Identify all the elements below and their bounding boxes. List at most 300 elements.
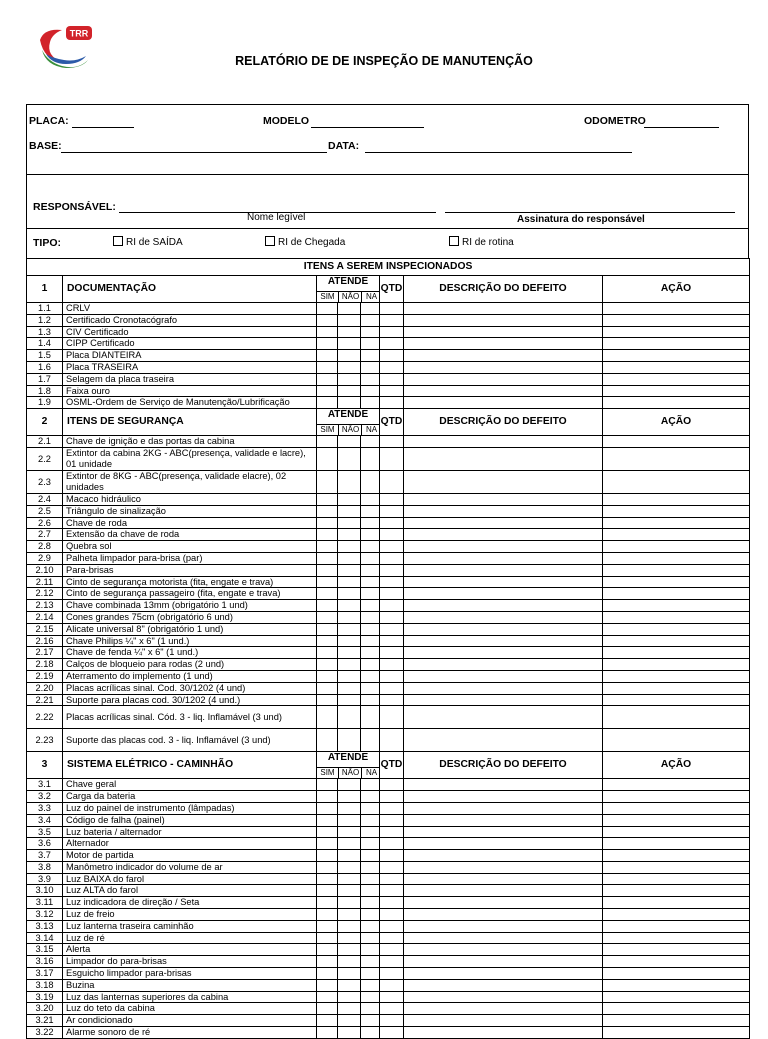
nao-cell[interactable] xyxy=(338,991,361,1003)
modelo-field[interactable] xyxy=(311,127,424,128)
sim-cell[interactable] xyxy=(317,897,338,909)
na-cell[interactable] xyxy=(361,397,380,409)
sim-cell[interactable] xyxy=(317,361,338,373)
qtd-cell[interactable] xyxy=(380,802,404,814)
na-cell[interactable] xyxy=(361,838,380,850)
defeito-cell[interactable] xyxy=(404,493,603,505)
defeito-cell[interactable] xyxy=(404,470,603,493)
na-cell[interactable] xyxy=(361,1027,380,1039)
defeito-cell[interactable] xyxy=(404,611,603,623)
qtd-cell[interactable] xyxy=(380,611,404,623)
qtd-cell[interactable] xyxy=(380,552,404,564)
acao-cell[interactable] xyxy=(603,1015,750,1027)
sim-cell[interactable] xyxy=(317,517,338,529)
acao-cell[interactable] xyxy=(603,517,750,529)
sim-cell[interactable] xyxy=(317,850,338,862)
defeito-cell[interactable] xyxy=(404,588,603,600)
na-cell[interactable] xyxy=(361,505,380,517)
na-cell[interactable] xyxy=(361,885,380,897)
na-cell[interactable] xyxy=(361,350,380,362)
qtd-cell[interactable] xyxy=(380,791,404,803)
acao-cell[interactable] xyxy=(603,838,750,850)
acao-cell[interactable] xyxy=(603,564,750,576)
qtd-cell[interactable] xyxy=(380,647,404,659)
sim-cell[interactable] xyxy=(317,447,338,470)
nao-cell[interactable] xyxy=(338,850,361,862)
sim-cell[interactable] xyxy=(317,861,338,873)
qtd-cell[interactable] xyxy=(380,826,404,838)
qtd-cell[interactable] xyxy=(380,979,404,991)
defeito-cell[interactable] xyxy=(404,623,603,635)
qtd-cell[interactable] xyxy=(380,493,404,505)
nao-cell[interactable] xyxy=(338,436,361,448)
nao-cell[interactable] xyxy=(338,909,361,921)
qtd-cell[interactable] xyxy=(380,576,404,588)
sim-cell[interactable] xyxy=(317,470,338,493)
defeito-cell[interactable] xyxy=(404,1027,603,1039)
defeito-cell[interactable] xyxy=(404,552,603,564)
defeito-cell[interactable] xyxy=(404,529,603,541)
nao-cell[interactable] xyxy=(338,706,361,729)
sim-cell[interactable] xyxy=(317,314,338,326)
qtd-cell[interactable] xyxy=(380,517,404,529)
qtd-cell[interactable] xyxy=(380,385,404,397)
nao-cell[interactable] xyxy=(338,670,361,682)
qtd-cell[interactable] xyxy=(380,303,404,315)
qtd-cell[interactable] xyxy=(380,897,404,909)
nao-cell[interactable] xyxy=(338,564,361,576)
sim-cell[interactable] xyxy=(317,611,338,623)
qtd-cell[interactable] xyxy=(380,1003,404,1015)
nao-cell[interactable] xyxy=(338,814,361,826)
sim-cell[interactable] xyxy=(317,1027,338,1039)
acao-cell[interactable] xyxy=(603,979,750,991)
acao-cell[interactable] xyxy=(603,303,750,315)
sim-cell[interactable] xyxy=(317,1003,338,1015)
sim-cell[interactable] xyxy=(317,338,338,350)
nao-cell[interactable] xyxy=(338,588,361,600)
sim-cell[interactable] xyxy=(317,647,338,659)
nao-cell[interactable] xyxy=(338,873,361,885)
nao-cell[interactable] xyxy=(338,373,361,385)
defeito-cell[interactable] xyxy=(404,576,603,588)
defeito-cell[interactable] xyxy=(404,1003,603,1015)
na-cell[interactable] xyxy=(361,826,380,838)
sim-cell[interactable] xyxy=(317,635,338,647)
nao-cell[interactable] xyxy=(338,493,361,505)
na-cell[interactable] xyxy=(361,670,380,682)
na-cell[interactable] xyxy=(361,956,380,968)
acao-cell[interactable] xyxy=(603,493,750,505)
sim-cell[interactable] xyxy=(317,600,338,612)
defeito-cell[interactable] xyxy=(404,706,603,729)
na-cell[interactable] xyxy=(361,682,380,694)
qtd-cell[interactable] xyxy=(380,541,404,553)
qtd-cell[interactable] xyxy=(380,861,404,873)
sim-cell[interactable] xyxy=(317,564,338,576)
qtd-cell[interactable] xyxy=(380,706,404,729)
nao-cell[interactable] xyxy=(338,541,361,553)
defeito-cell[interactable] xyxy=(404,897,603,909)
defeito-cell[interactable] xyxy=(404,932,603,944)
na-cell[interactable] xyxy=(361,517,380,529)
sim-cell[interactable] xyxy=(317,670,338,682)
defeito-cell[interactable] xyxy=(404,659,603,671)
defeito-cell[interactable] xyxy=(404,385,603,397)
defeito-cell[interactable] xyxy=(404,350,603,362)
sim-cell[interactable] xyxy=(317,350,338,362)
na-cell[interactable] xyxy=(361,385,380,397)
defeito-cell[interactable] xyxy=(404,361,603,373)
sim-cell[interactable] xyxy=(317,826,338,838)
qtd-cell[interactable] xyxy=(380,361,404,373)
qtd-cell[interactable] xyxy=(380,659,404,671)
qtd-cell[interactable] xyxy=(380,373,404,385)
nao-cell[interactable] xyxy=(338,791,361,803)
qtd-cell[interactable] xyxy=(380,1027,404,1039)
checkbox[interactable] xyxy=(265,236,275,246)
acao-cell[interactable] xyxy=(603,670,750,682)
defeito-cell[interactable] xyxy=(404,814,603,826)
defeito-cell[interactable] xyxy=(404,670,603,682)
na-cell[interactable] xyxy=(361,979,380,991)
qtd-cell[interactable] xyxy=(380,470,404,493)
na-cell[interactable] xyxy=(361,932,380,944)
nao-cell[interactable] xyxy=(338,350,361,362)
acao-cell[interactable] xyxy=(603,779,750,791)
nao-cell[interactable] xyxy=(338,326,361,338)
acao-cell[interactable] xyxy=(603,529,750,541)
acao-cell[interactable] xyxy=(603,326,750,338)
qtd-cell[interactable] xyxy=(380,968,404,980)
acao-cell[interactable] xyxy=(603,350,750,362)
na-cell[interactable] xyxy=(361,338,380,350)
base-field[interactable] xyxy=(61,152,327,153)
na-cell[interactable] xyxy=(361,1015,380,1027)
nao-cell[interactable] xyxy=(338,303,361,315)
acao-cell[interactable] xyxy=(603,991,750,1003)
acao-cell[interactable] xyxy=(603,470,750,493)
acao-cell[interactable] xyxy=(603,909,750,921)
defeito-cell[interactable] xyxy=(404,861,603,873)
sim-cell[interactable] xyxy=(317,397,338,409)
nao-cell[interactable] xyxy=(338,979,361,991)
nao-cell[interactable] xyxy=(338,397,361,409)
qtd-cell[interactable] xyxy=(380,350,404,362)
acao-cell[interactable] xyxy=(603,826,750,838)
na-cell[interactable] xyxy=(361,814,380,826)
na-cell[interactable] xyxy=(361,493,380,505)
sim-cell[interactable] xyxy=(317,779,338,791)
acao-cell[interactable] xyxy=(603,361,750,373)
defeito-cell[interactable] xyxy=(404,314,603,326)
qtd-cell[interactable] xyxy=(380,564,404,576)
qtd-cell[interactable] xyxy=(380,529,404,541)
defeito-cell[interactable] xyxy=(404,991,603,1003)
nao-cell[interactable] xyxy=(338,885,361,897)
defeito-cell[interactable] xyxy=(404,397,603,409)
nao-cell[interactable] xyxy=(338,470,361,493)
defeito-cell[interactable] xyxy=(404,838,603,850)
nao-cell[interactable] xyxy=(338,361,361,373)
na-cell[interactable] xyxy=(361,920,380,932)
acao-cell[interactable] xyxy=(603,647,750,659)
na-cell[interactable] xyxy=(361,635,380,647)
qtd-cell[interactable] xyxy=(380,885,404,897)
sim-cell[interactable] xyxy=(317,552,338,564)
na-cell[interactable] xyxy=(361,802,380,814)
acao-cell[interactable] xyxy=(603,729,750,752)
nao-cell[interactable] xyxy=(338,968,361,980)
defeito-cell[interactable] xyxy=(404,326,603,338)
acao-cell[interactable] xyxy=(603,850,750,862)
na-cell[interactable] xyxy=(361,623,380,635)
acao-cell[interactable] xyxy=(603,706,750,729)
defeito-cell[interactable] xyxy=(404,850,603,862)
sim-cell[interactable] xyxy=(317,944,338,956)
acao-cell[interactable] xyxy=(603,385,750,397)
acao-cell[interactable] xyxy=(603,1027,750,1039)
defeito-cell[interactable] xyxy=(404,373,603,385)
qtd-cell[interactable] xyxy=(380,588,404,600)
qtd-cell[interactable] xyxy=(380,635,404,647)
na-cell[interactable] xyxy=(361,706,380,729)
nao-cell[interactable] xyxy=(338,920,361,932)
na-cell[interactable] xyxy=(361,447,380,470)
qtd-cell[interactable] xyxy=(380,991,404,1003)
nao-cell[interactable] xyxy=(338,897,361,909)
qtd-cell[interactable] xyxy=(380,779,404,791)
acao-cell[interactable] xyxy=(603,682,750,694)
defeito-cell[interactable] xyxy=(404,920,603,932)
nao-cell[interactable] xyxy=(338,314,361,326)
sim-cell[interactable] xyxy=(317,576,338,588)
qtd-cell[interactable] xyxy=(380,326,404,338)
acao-cell[interactable] xyxy=(603,447,750,470)
sim-cell[interactable] xyxy=(317,838,338,850)
defeito-cell[interactable] xyxy=(404,682,603,694)
qtd-cell[interactable] xyxy=(380,600,404,612)
sim-cell[interactable] xyxy=(317,326,338,338)
defeito-cell[interactable] xyxy=(404,802,603,814)
nao-cell[interactable] xyxy=(338,694,361,706)
odometro-field[interactable] xyxy=(644,127,719,128)
nao-cell[interactable] xyxy=(338,1015,361,1027)
sim-cell[interactable] xyxy=(317,706,338,729)
qtd-cell[interactable] xyxy=(380,838,404,850)
acao-cell[interactable] xyxy=(603,932,750,944)
acao-cell[interactable] xyxy=(603,659,750,671)
sim-cell[interactable] xyxy=(317,979,338,991)
nao-cell[interactable] xyxy=(338,826,361,838)
nao-cell[interactable] xyxy=(338,682,361,694)
na-cell[interactable] xyxy=(361,897,380,909)
na-cell[interactable] xyxy=(361,779,380,791)
defeito-cell[interactable] xyxy=(404,1015,603,1027)
acao-cell[interactable] xyxy=(603,968,750,980)
na-cell[interactable] xyxy=(361,314,380,326)
na-cell[interactable] xyxy=(361,470,380,493)
nao-cell[interactable] xyxy=(338,600,361,612)
nao-cell[interactable] xyxy=(338,861,361,873)
qtd-cell[interactable] xyxy=(380,873,404,885)
qtd-cell[interactable] xyxy=(380,944,404,956)
na-cell[interactable] xyxy=(361,436,380,448)
na-cell[interactable] xyxy=(361,944,380,956)
qtd-cell[interactable] xyxy=(380,670,404,682)
qtd-cell[interactable] xyxy=(380,623,404,635)
sim-cell[interactable] xyxy=(317,729,338,752)
na-cell[interactable] xyxy=(361,552,380,564)
sim-cell[interactable] xyxy=(317,436,338,448)
defeito-cell[interactable] xyxy=(404,873,603,885)
acao-cell[interactable] xyxy=(603,611,750,623)
nao-cell[interactable] xyxy=(338,623,361,635)
nao-cell[interactable] xyxy=(338,505,361,517)
defeito-cell[interactable] xyxy=(404,338,603,350)
defeito-cell[interactable] xyxy=(404,779,603,791)
tipo-rotina-option[interactable]: RI de rotina xyxy=(449,236,514,248)
qtd-cell[interactable] xyxy=(380,729,404,752)
na-cell[interactable] xyxy=(361,647,380,659)
sim-cell[interactable] xyxy=(317,991,338,1003)
nao-cell[interactable] xyxy=(338,635,361,647)
qtd-cell[interactable] xyxy=(380,850,404,862)
sim-cell[interactable] xyxy=(317,373,338,385)
sim-cell[interactable] xyxy=(317,505,338,517)
qtd-cell[interactable] xyxy=(380,505,404,517)
na-cell[interactable] xyxy=(361,694,380,706)
qtd-cell[interactable] xyxy=(380,920,404,932)
nao-cell[interactable] xyxy=(338,1027,361,1039)
defeito-cell[interactable] xyxy=(404,826,603,838)
na-cell[interactable] xyxy=(361,873,380,885)
sim-cell[interactable] xyxy=(317,303,338,315)
na-cell[interactable] xyxy=(361,968,380,980)
acao-cell[interactable] xyxy=(603,436,750,448)
sim-cell[interactable] xyxy=(317,682,338,694)
acao-cell[interactable] xyxy=(603,314,750,326)
nao-cell[interactable] xyxy=(338,576,361,588)
acao-cell[interactable] xyxy=(603,944,750,956)
defeito-cell[interactable] xyxy=(404,447,603,470)
acao-cell[interactable] xyxy=(603,791,750,803)
qtd-cell[interactable] xyxy=(380,314,404,326)
acao-cell[interactable] xyxy=(603,397,750,409)
sim-cell[interactable] xyxy=(317,493,338,505)
na-cell[interactable] xyxy=(361,991,380,1003)
qtd-cell[interactable] xyxy=(380,932,404,944)
acao-cell[interactable] xyxy=(603,552,750,564)
acao-cell[interactable] xyxy=(603,897,750,909)
defeito-cell[interactable] xyxy=(404,694,603,706)
defeito-cell[interactable] xyxy=(404,517,603,529)
qtd-cell[interactable] xyxy=(380,682,404,694)
sim-cell[interactable] xyxy=(317,956,338,968)
defeito-cell[interactable] xyxy=(404,505,603,517)
acao-cell[interactable] xyxy=(603,920,750,932)
nao-cell[interactable] xyxy=(338,647,361,659)
nao-cell[interactable] xyxy=(338,1003,361,1015)
defeito-cell[interactable] xyxy=(404,885,603,897)
acao-cell[interactable] xyxy=(603,338,750,350)
acao-cell[interactable] xyxy=(603,802,750,814)
nao-cell[interactable] xyxy=(338,932,361,944)
signature-field[interactable] xyxy=(445,212,735,213)
sim-cell[interactable] xyxy=(317,385,338,397)
qtd-cell[interactable] xyxy=(380,1015,404,1027)
sim-cell[interactable] xyxy=(317,791,338,803)
sim-cell[interactable] xyxy=(317,873,338,885)
sim-cell[interactable] xyxy=(317,920,338,932)
checkbox[interactable] xyxy=(113,236,123,246)
defeito-cell[interactable] xyxy=(404,968,603,980)
qtd-cell[interactable] xyxy=(380,436,404,448)
qtd-cell[interactable] xyxy=(380,694,404,706)
qtd-cell[interactable] xyxy=(380,956,404,968)
acao-cell[interactable] xyxy=(603,873,750,885)
nao-cell[interactable] xyxy=(338,529,361,541)
sim-cell[interactable] xyxy=(317,541,338,553)
sim-cell[interactable] xyxy=(317,659,338,671)
defeito-cell[interactable] xyxy=(404,564,603,576)
nao-cell[interactable] xyxy=(338,338,361,350)
acao-cell[interactable] xyxy=(603,635,750,647)
acao-cell[interactable] xyxy=(603,623,750,635)
qtd-cell[interactable] xyxy=(380,814,404,826)
tipo-chegada-option[interactable]: RI de Chegada xyxy=(265,236,345,248)
nao-cell[interactable] xyxy=(338,956,361,968)
acao-cell[interactable] xyxy=(603,1003,750,1015)
acao-cell[interactable] xyxy=(603,956,750,968)
nao-cell[interactable] xyxy=(338,447,361,470)
na-cell[interactable] xyxy=(361,611,380,623)
na-cell[interactable] xyxy=(361,861,380,873)
nao-cell[interactable] xyxy=(338,838,361,850)
na-cell[interactable] xyxy=(361,1003,380,1015)
na-cell[interactable] xyxy=(361,791,380,803)
na-cell[interactable] xyxy=(361,576,380,588)
nao-cell[interactable] xyxy=(338,779,361,791)
na-cell[interactable] xyxy=(361,326,380,338)
nao-cell[interactable] xyxy=(338,944,361,956)
sim-cell[interactable] xyxy=(317,932,338,944)
placa-field[interactable] xyxy=(72,127,134,128)
qtd-cell[interactable] xyxy=(380,909,404,921)
na-cell[interactable] xyxy=(361,909,380,921)
acao-cell[interactable] xyxy=(603,505,750,517)
na-cell[interactable] xyxy=(361,541,380,553)
acao-cell[interactable] xyxy=(603,373,750,385)
sim-cell[interactable] xyxy=(317,885,338,897)
defeito-cell[interactable] xyxy=(404,436,603,448)
sim-cell[interactable] xyxy=(317,909,338,921)
nao-cell[interactable] xyxy=(338,385,361,397)
qtd-cell[interactable] xyxy=(380,447,404,470)
na-cell[interactable] xyxy=(361,729,380,752)
na-cell[interactable] xyxy=(361,850,380,862)
sim-cell[interactable] xyxy=(317,588,338,600)
sim-cell[interactable] xyxy=(317,694,338,706)
na-cell[interactable] xyxy=(361,361,380,373)
nao-cell[interactable] xyxy=(338,659,361,671)
acao-cell[interactable] xyxy=(603,600,750,612)
defeito-cell[interactable] xyxy=(404,944,603,956)
defeito-cell[interactable] xyxy=(404,600,603,612)
defeito-cell[interactable] xyxy=(404,956,603,968)
na-cell[interactable] xyxy=(361,600,380,612)
defeito-cell[interactable] xyxy=(404,303,603,315)
